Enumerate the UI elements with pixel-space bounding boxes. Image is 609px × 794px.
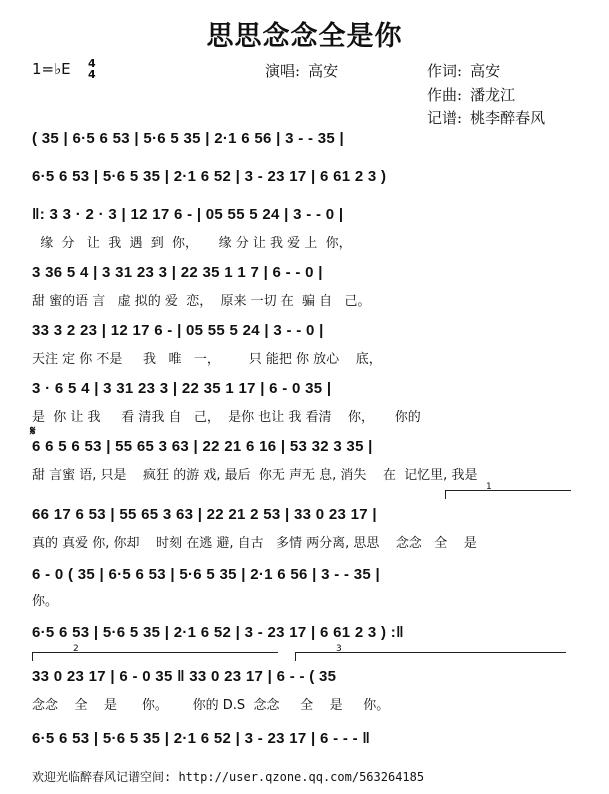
score-line-1: ( 35 | 6·5 6 53 | 5·6 5 35 | 2·1 6 56 | 3 - - 35 | [32,130,344,147]
score-line-8: 66 17 6 53 | 55 65 3 63 | 22 21 2 53 | 33 0 23 17 | [32,506,377,523]
lyrics-line-3: 缘 分 让 我 遇 到 你， 缘 分 让 我 爱 上 你， [32,236,352,251]
score-line-5: 33 3 2 23 | 12 17 6 - | 05 55 5 24 | 3 - - 0 | [32,322,324,339]
lyricist-label: 作词: [427,62,463,80]
singer-label: 演唱: [265,62,301,80]
time-signature [88,58,96,80]
lyricist-name: 高安 [470,62,501,80]
transcriber-label: 记谱: [427,109,463,127]
time-top: 4 [88,57,96,70]
score-line-11: 33 0 23 17 | 6 - 0 35 ‖ 33 0 23 17 | 6 - - ( 35 [32,668,337,685]
singer-name: 高安 [308,62,339,80]
lyrics-line-5: 天注 定 你 不是 我 唯 一， 只 能把 你 放心 底， [32,352,382,367]
score-line-7: 6 6 5 6 53 | 55 65 3 63 | 22 21 6 16 | 53 32 3 35 | [32,438,373,455]
lyrics-line-4: 甜 蜜的语 言 虚 拟的 爱 恋， 原来 一切 在 骗 自 己。 [32,294,371,309]
score-line-9: 6 - 0 ( 35 | 6·5 6 53 | 5·6 5 35 | 2·1 6 56 | 3 - - 35 | [32,566,380,583]
singer-credit [265,60,338,81]
lyricist-credit [427,60,500,81]
composer-label: 作曲: [427,86,463,104]
transcriber-credit [427,107,545,128]
lyrics-line-7: 甜 言蜜 语, 只是 疯狂 的游 戏, 最后 你无 声无 息, 消失 在 记忆里, 我是 [32,468,478,483]
volta-2-label: 2 [73,644,79,654]
score-line-2: 6·5 6 53 | 5·6 5 35 | 2·1 6 52 | 3 - 23 17 | 6 61 2 3 ) [32,168,387,185]
lyrics-line-6: 是 你 让 我 看 清我 自 己， 是你 也让 我 看清 你， 你的 [32,410,421,425]
volta-1 [445,482,571,499]
time-bottom: 4 [88,68,96,81]
volta-3-label: 3 [336,644,342,654]
lyrics-line-9: 你。 [32,594,59,609]
composer-name: 潘龙江 [470,86,516,104]
score-line-12: 6·5 6 53 | 5·6 5 35 | 2·1 6 52 | 3 - 23 17 | 6 - - - ‖ [32,730,371,747]
score-line-10: 6·5 6 53 | 5·6 5 35 | 2·1 6 52 | 3 - 23 17 | 6 61 2 3 ) :‖ [32,624,404,641]
lyrics-line-8: 真的 真爱 你, 你却 时刻 在逃 避, 自古 多情 两分离, 思思 念念 全 是 [32,536,477,551]
composer-credit [427,84,515,105]
score-line-4: 3 36 5 4 | 3 31 23 3 | 22 35 1 1 7 | 6 - - 0 | [32,264,323,281]
segno-mark: 𝄋 [30,424,36,439]
footer-note: 欢迎光临醉春风记谱空间: http://user.qzone.qq.com/563264185 [32,770,425,784]
lyrics-line-11: 念念 全 是 你。 你的 D.S 念念 全 是 你。 [32,698,390,713]
score-line-3: ‖: 3 3 · 2 · 3 | 12 17 6 - | 05 55 5 24 | 3 - - 0 | [32,206,344,223]
volta-2 [32,644,278,661]
volta-3 [295,644,566,661]
song-title: 思思念念全是你 [206,21,403,52]
transcriber-name: 桃李醉春风 [470,109,546,127]
volta-1-label: 1 [486,482,492,492]
key-label: 1=♭E [32,60,71,78]
key-signature [32,57,96,81]
score-line-6: 3 · 6 5 4 | 3 31 23 3 | 22 35 1 17 | 6 - 0 35 | [32,380,332,397]
